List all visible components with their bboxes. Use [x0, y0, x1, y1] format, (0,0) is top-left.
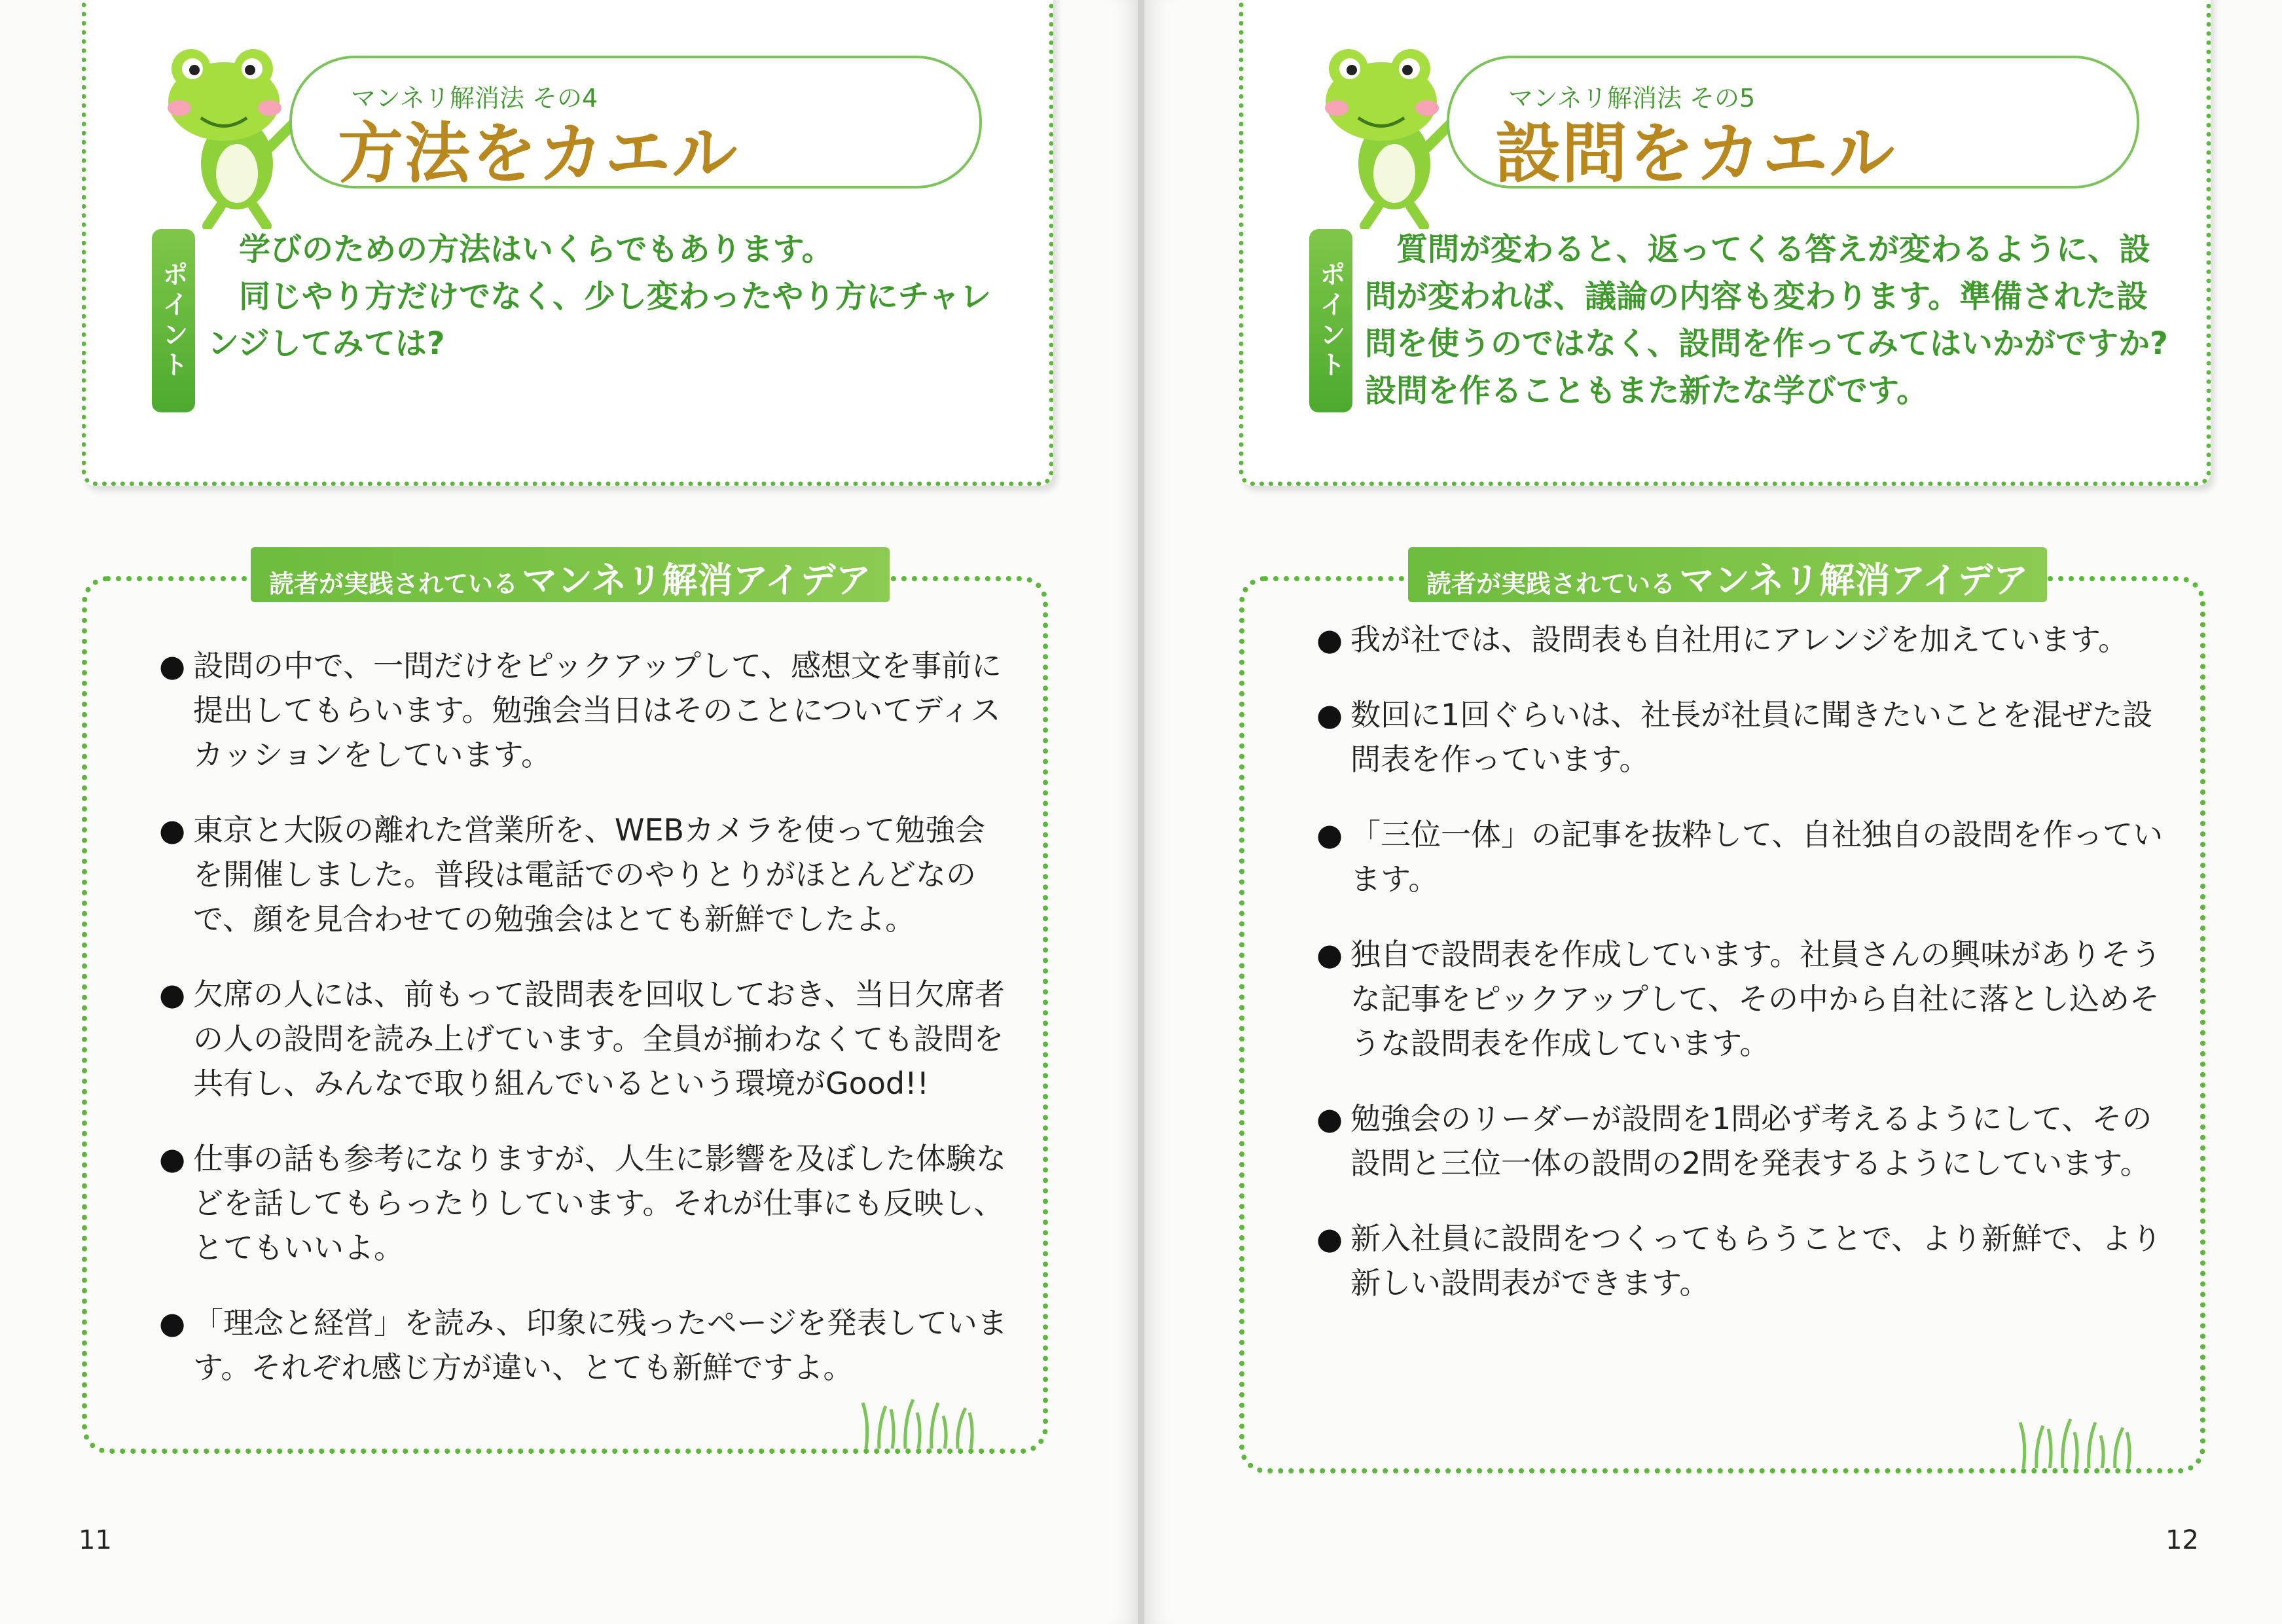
method-title: 設問をカエル: [1495, 115, 1896, 192]
page-left: [0, 0, 1138, 1624]
bullet-icon: ●: [159, 977, 186, 1012]
bullet-icon: ●: [1316, 1221, 1343, 1256]
point-line: 同じやり方だけでなく、少し変わったやり方にチャレンジしてみては?: [208, 278, 992, 362]
idea-text: 欠席の人には、前もって設問表を回収しておき、当日欠席者の人の設問を読み上げています。全員が揃わなくても設問を共有し、みんなで取り組んでいるという環境がGood!!: [193, 977, 1005, 1101]
idea-text: 設問の中で、一問だけをピックアップして、感想文を事前に提出してもらいます。勉強会当日はそのことについてディスカッションをしています。: [193, 648, 1002, 772]
method-subtitle: マンネリ解消法 その5: [1508, 84, 1756, 113]
method-box: [1239, 0, 2211, 486]
list-item: [1316, 617, 2167, 662]
point-tab: ポイント: [152, 229, 195, 412]
bullet-icon: ●: [1316, 937, 1343, 972]
idea-text: 独自で設問表を作成しています。社員さんの興味がありそうな記事をピックアップして、その中から自社に落とし込めそうな設問表を作成しています。: [1350, 937, 2162, 1061]
ideas-header-big: マンネリ解消アイデア: [522, 560, 871, 601]
ideas-header-big: マンネリ解消アイデア: [1679, 560, 2029, 601]
point-text: [1365, 226, 2177, 414]
page-right: [1144, 0, 2282, 1624]
idea-list: [1316, 617, 2167, 1336]
page-number: 12: [2165, 1525, 2199, 1555]
method-subtitle: マンネリ解消法 その4: [351, 84, 598, 113]
idea-text: 仕事の話も参考になりますが、人生に影響を及ぼした体験などを話してもらったりしています。それが仕事にも反映し、とてもいいよ。: [193, 1141, 1006, 1265]
list-item: [1316, 812, 2167, 901]
point-text: [208, 226, 1019, 367]
list-item: [1316, 932, 2167, 1066]
page-number: 11: [79, 1525, 112, 1555]
bullet-icon: ●: [1316, 817, 1343, 852]
method-title: 方法をカエル: [338, 115, 738, 192]
list-item: [159, 972, 1010, 1106]
bullet-icon: ●: [1316, 622, 1343, 657]
frog-mascot-icon: [139, 33, 309, 229]
ideas-header: [1408, 547, 2047, 602]
ideas-box: [1239, 560, 2205, 1473]
point-tab: ポイント: [1309, 229, 1352, 412]
idea-text: 我が社では、設問表も自社用にアレンジを加えています。: [1350, 622, 2129, 657]
bullet-icon: ●: [159, 648, 186, 683]
list-item: [159, 643, 1010, 777]
title-bubble: [1447, 56, 2139, 192]
idea-text: 「三位一体」の記事を抜粋して、自社独自の設問を作っています。: [1350, 817, 2164, 897]
title-bubble: [289, 56, 982, 192]
list-item: [1316, 693, 2167, 782]
idea-text: 新入社員に設問をつくってもらうことで、より新鮮で、より新しい設問表ができます。: [1350, 1221, 2162, 1301]
idea-text: 勉強会のリーダーが設問を1問必ず考えるようにして、その設問と三位一体の設問の2問を発表するようにしています。: [1350, 1101, 2152, 1181]
list-item: [159, 808, 1010, 941]
ideas-box: [82, 560, 1048, 1454]
idea-text: 数回に1回ぐらいは、社長が社員に聞きたいことを混ぜた設問表を作っています。: [1350, 697, 2153, 777]
idea-text: 「理念と経営」を読み、印象に残ったページを発表しています。それぞれ感じ方が違い、とても新鮮ですよ。: [193, 1305, 1007, 1385]
bullet-icon: ●: [159, 812, 186, 848]
book-gutter: [1138, 0, 1144, 1624]
bullet-icon: ●: [159, 1305, 186, 1341]
grass-icon: [853, 1390, 984, 1449]
point-line: 質問が変わると、返ってくる答えが変わるように、設問が変われば、議論の内容も変わります。準備された設問を使うのではなく、設問を作ってみてはいかがですか? 設問を作ることもまた新たな学びです。: [1365, 231, 2168, 409]
bullet-icon: ●: [159, 1141, 186, 1176]
list-item: [159, 1136, 1010, 1270]
list-item: [1316, 1216, 2167, 1305]
ideas-header: [251, 547, 890, 602]
bullet-icon: ●: [1316, 1101, 1343, 1136]
list-item: [1316, 1096, 2167, 1185]
list-item: [159, 1301, 1010, 1390]
ideas-header-small: 読者が実践されている: [1426, 569, 1676, 598]
point-line: 学びのための方法はいくらでもあります。: [239, 231, 833, 268]
frog-mascot-icon: [1296, 33, 1466, 229]
grass-icon: [2010, 1409, 2141, 1468]
idea-list: [159, 643, 1010, 1420]
bullet-icon: ●: [1316, 697, 1343, 732]
ideas-header-small: 読者が実践されている: [269, 569, 518, 598]
method-box: [82, 0, 1053, 486]
idea-text: 東京と大阪の離れた営業所を、WEBカメラを使って勉強会を開催しました。普段は電話でのやりとりがほとんどなので、顔を見合わせての勉強会はとても新鮮でしたよ。: [193, 812, 986, 937]
